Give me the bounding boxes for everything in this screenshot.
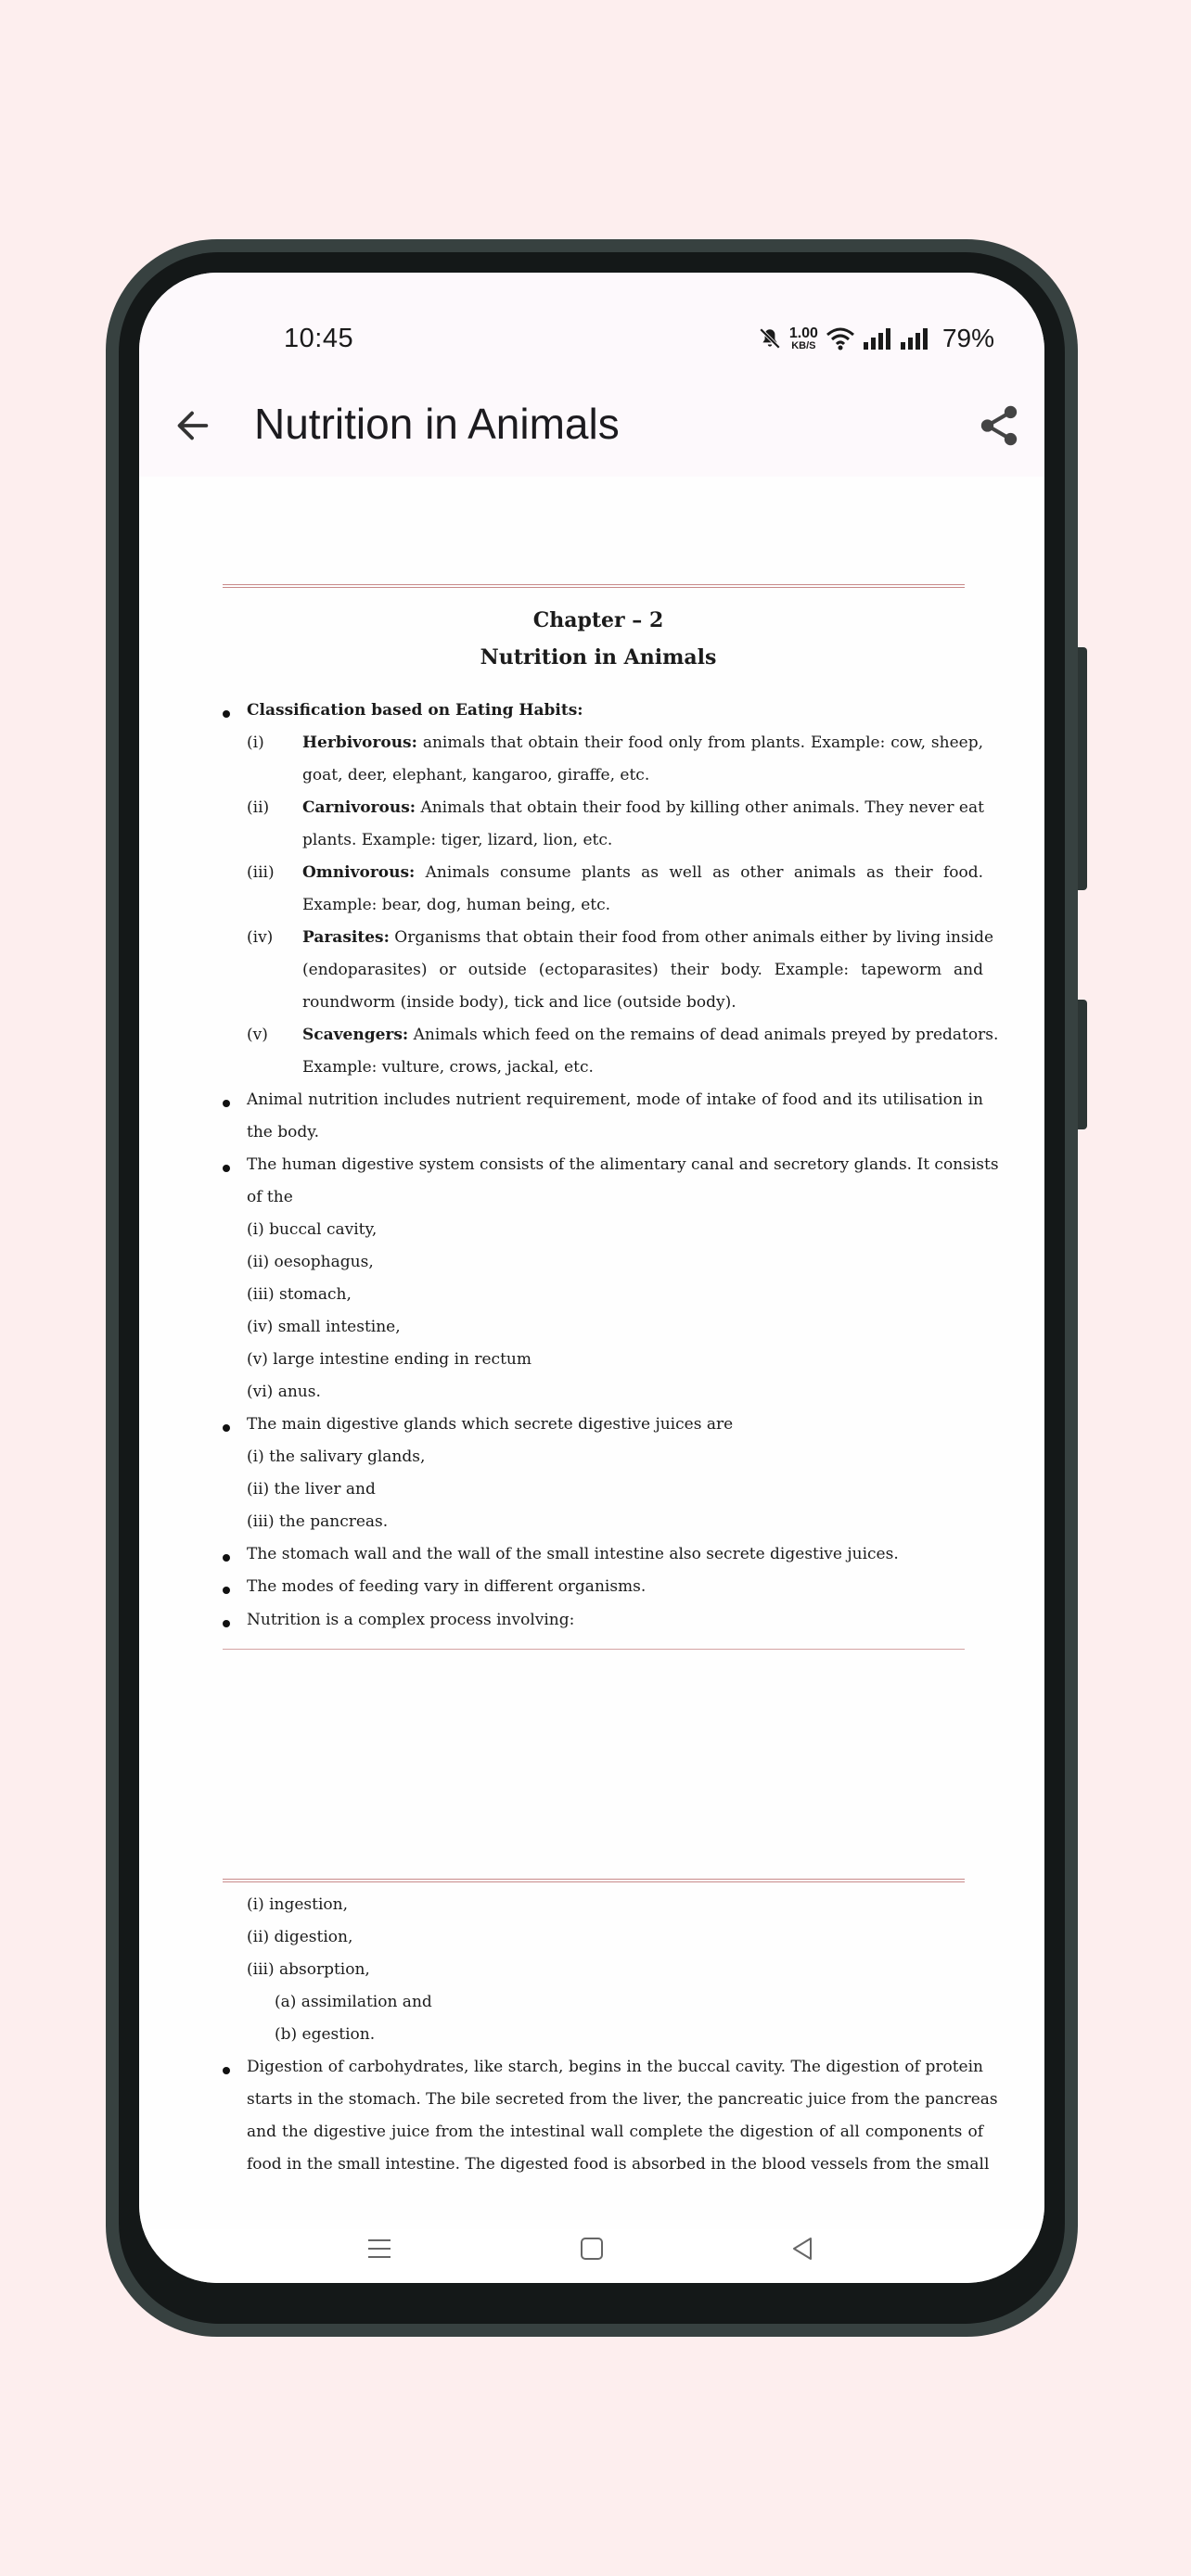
gland-item: (i) the salivary glands,: [247, 1447, 426, 1466]
item-parasites-line3: roundworm (inside body), tick and lice (outside body).: [302, 993, 736, 1012]
bullet: [223, 1620, 230, 1627]
bullet: [223, 1587, 230, 1594]
glands-paragraph: The main digestive glands which secrete digestive juices are: [247, 1415, 734, 1434]
item-scavengers-line1: Scavengers: Animals which feed on the remains of dead animals preyed by predators.: [302, 1026, 999, 1044]
item-carnivorous-line1: Carnivorous: Animals that obtain their food by killing other animals. They never eat: [302, 798, 984, 817]
item-number: (ii): [247, 798, 270, 817]
digestive-part: (v) large intestine ending in rectum: [247, 1350, 531, 1369]
app-bar: [139, 373, 1044, 477]
carbs-paragraph-line4: food in the small intestine. The digested food is absorbed in the blood vessels from the small: [247, 2155, 990, 2174]
classification-title: Classification based on Eating Habits:: [247, 701, 583, 720]
battery-level: 79%: [941, 324, 994, 352]
nutrition-paragraph-line1: Animal nutrition includes nutrient requirement, mode of intake of food and its utilisation in: [247, 1090, 983, 1109]
stomach-wall-paragraph: The stomach wall and the wall of the small intestine also secrete digestive juices.: [247, 1545, 899, 1563]
share-icon[interactable]: [976, 402, 1022, 449]
phone-screen: [139, 273, 1044, 2283]
process-substep: (a) assimilation and: [275, 1993, 432, 2011]
bullet: [223, 2067, 230, 2074]
item-herbivorous-line2: goat, deer, elephant, kangaroo, giraffe, etc.: [302, 766, 650, 784]
item-parasites-line1: Parasites: Organisms that obtain their food from other animals either by living inside: [302, 928, 994, 947]
bullet: [223, 1100, 230, 1107]
carbs-paragraph-line1: Digestion of carbohydrates, like starch, begins in the buccal cavity. The digestion of protein: [247, 2058, 983, 2076]
feeding-modes-paragraph: The modes of feeding vary in different organisms.: [247, 1577, 647, 1596]
signal-icon-sim1: [863, 327, 892, 350]
bullet: [223, 710, 230, 718]
item-herbivorous-line1: Herbivorous: animals that obtain their food only from plants. Example: cow, sheep,: [302, 733, 983, 752]
back-arrow-icon[interactable]: [171, 404, 213, 447]
page-2-top-rule: [223, 1879, 965, 1882]
item-omnivorous-line1: Omnivorous: Animals consume plants as well as other animals as their food.: [302, 863, 983, 882]
item-number: (v): [247, 1026, 268, 1044]
item-parasites-line2: (endoparasites) or outside (ectoparasites) their body. Example: tapeworm and: [302, 961, 983, 979]
page-1-bottom-rule: [223, 1649, 965, 1650]
back-triangle-icon[interactable]: [788, 2235, 816, 2263]
item-omnivorous-line2: Example: bear, dog, human being, etc.: [302, 896, 611, 914]
item-number: (i): [247, 733, 264, 752]
home-icon[interactable]: [578, 2235, 606, 2263]
carbs-paragraph-line3: and the digestive juice from the intestinal wall complete the digestion of all components of: [247, 2123, 983, 2141]
digestive-part: (ii) oesophagus,: [247, 1253, 374, 1271]
bullet: [223, 1165, 230, 1172]
bullet: [223, 1554, 230, 1562]
nutrition-paragraph-line2: the body.: [247, 1123, 319, 1141]
nutrition-process-paragraph: Nutrition is a complex process involving:: [247, 1611, 575, 1629]
digestive-paragraph-line1: The human digestive system consists of the alimentary canal and secretory glands. It consists: [247, 1155, 999, 1174]
status-bar: [139, 273, 1044, 373]
process-step: (i) ingestion,: [247, 1895, 349, 1914]
process-substep: (b) egestion.: [275, 2025, 376, 2044]
power-button: [1078, 1000, 1087, 1129]
bullet: [223, 1424, 230, 1432]
gland-item: (ii) the liver and: [247, 1480, 376, 1498]
wifi-icon: [826, 326, 855, 351]
gland-item: (iii) the pancreas.: [247, 1512, 389, 1531]
item-number: (iii): [247, 863, 275, 882]
item-scavengers-line2: Example: vulture, crows, jackal, etc.: [302, 1058, 594, 1077]
chapter-heading: Nutrition in Animals: [480, 645, 717, 670]
status-time: 10:45: [284, 323, 354, 353]
process-step: (iii) absorption,: [247, 1960, 370, 1979]
digestive-part: (iv) small intestine,: [247, 1318, 401, 1336]
chapter-number: Chapter – 2: [532, 608, 664, 632]
network-speed: 1.00 KB/S: [788, 325, 818, 351]
process-step: (ii) digestion,: [247, 1928, 353, 1946]
digestive-part: (i) buccal cavity,: [247, 1220, 378, 1239]
volume-button: [1078, 647, 1087, 890]
mute-bell-icon: [758, 326, 782, 351]
pdf-viewer[interactable]: [139, 477, 1044, 2229]
system-nav-bar: [139, 2229, 1044, 2283]
signal-icon-sim2: [900, 327, 929, 350]
digestive-paragraph-line2: of the: [247, 1188, 293, 1206]
item-carnivorous-line2: plants. Example: tiger, lizard, lion, etc.: [302, 831, 613, 849]
item-number: (iv): [247, 928, 274, 947]
page-title: Nutrition in Animals: [254, 400, 620, 448]
page-1-top-rule: [223, 584, 965, 588]
status-icons: [758, 324, 994, 353]
digestive-part: (iii) stomach,: [247, 1285, 352, 1304]
carbs-paragraph-line2: starts in the stomach. The bile secreted from the liver, the pancreatic juice from the pancreas: [247, 2090, 998, 2109]
recent-apps-icon[interactable]: [365, 2235, 393, 2263]
digestive-part: (vi) anus.: [247, 1383, 321, 1401]
